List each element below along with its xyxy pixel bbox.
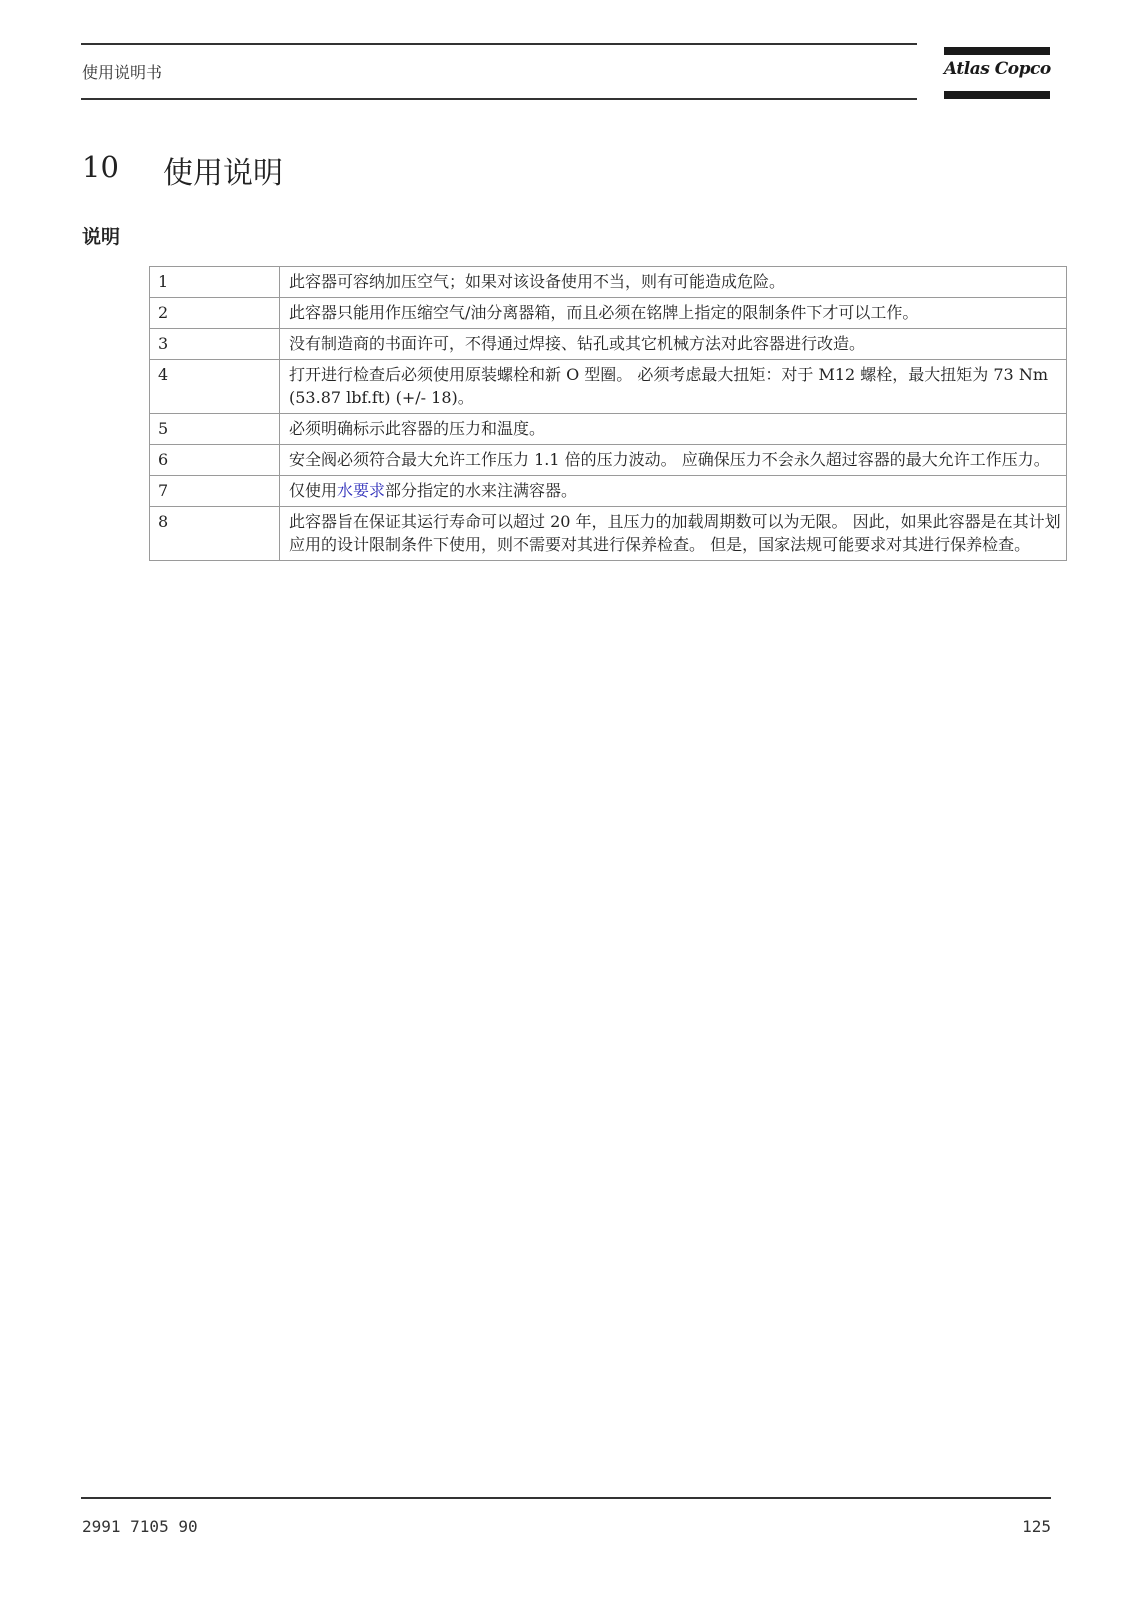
note-number: 6 [150,445,280,476]
note-text: 必须明确标示此容器的压力和温度。 [280,414,1067,445]
chapter-title: 使用说明 [163,156,283,191]
table-row [150,267,1067,298]
header-rule-top [81,43,917,45]
table-row [150,329,1067,360]
note-number: 3 [150,329,280,360]
note-number: 4 [150,360,280,414]
logo-bar-top [944,47,1050,55]
note-text: 没有制造商的书面许可，不得通过焊接、钻孔或其它机械方法对此容器进行改造。 [280,329,1067,360]
atlas-copco-logo [944,47,1050,99]
table-row [150,360,1067,414]
note-text-after: 部分指定的水来注满容器。 [385,481,578,500]
footer-page-number: 125 [1022,1517,1051,1536]
notes-table [149,266,1067,561]
table-row [150,507,1067,561]
note-number: 7 [150,476,280,507]
note-text-before: 仅使用 [289,481,338,500]
table-row [150,445,1067,476]
footer-doc-number: 2991 7105 90 [82,1517,198,1536]
footer-rule [81,1497,1051,1499]
note-text: 此容器可容纳加压空气；如果对该设备使用不当，则有可能造成危险。 [280,267,1067,298]
logo-bar-bottom [944,91,1050,99]
logo-wordmark: Atlas Copco [944,59,1051,79]
table-row [150,414,1067,445]
chapter-number: 10 [82,150,119,184]
header-rule-bottom [81,98,917,100]
table-row [150,298,1067,329]
note-text: 打开进行检查后必须使用原装螺栓和新 O 型圈。 必须考虑最大扭矩：对于 M12 螺栓，最大扭矩为 73 Nm (53.87 lbf.ft) (+/- 18)。 [280,360,1067,414]
section-label: 说明 [82,226,121,248]
note-number: 8 [150,507,280,561]
note-text [280,476,1067,507]
note-text: 此容器旨在保证其运行寿命可以超过 20 年，且压力的加载周期数可以为无限。 因此，如果此容器是在其计划应用的设计限制条件下使用，则不需要对其进行保养检查。 但是，国家法规可能要求对其进行保养检查。 [280,507,1067,561]
water-requirements-link[interactable]: 水要求 [337,481,386,500]
note-number: 5 [150,414,280,445]
note-text: 安全阀必须符合最大允许工作压力 1.1 倍的压力波动。 应确保压力不会永久超过容器的最大允许工作压力。 [280,445,1067,476]
note-number: 2 [150,298,280,329]
header-title: 使用说明书 [82,63,163,82]
table-row [150,476,1067,507]
note-text: 此容器只能用作压缩空气/油分离器箱，而且必须在铭牌上指定的限制条件下才可以工作。 [280,298,1067,329]
note-number: 1 [150,267,280,298]
